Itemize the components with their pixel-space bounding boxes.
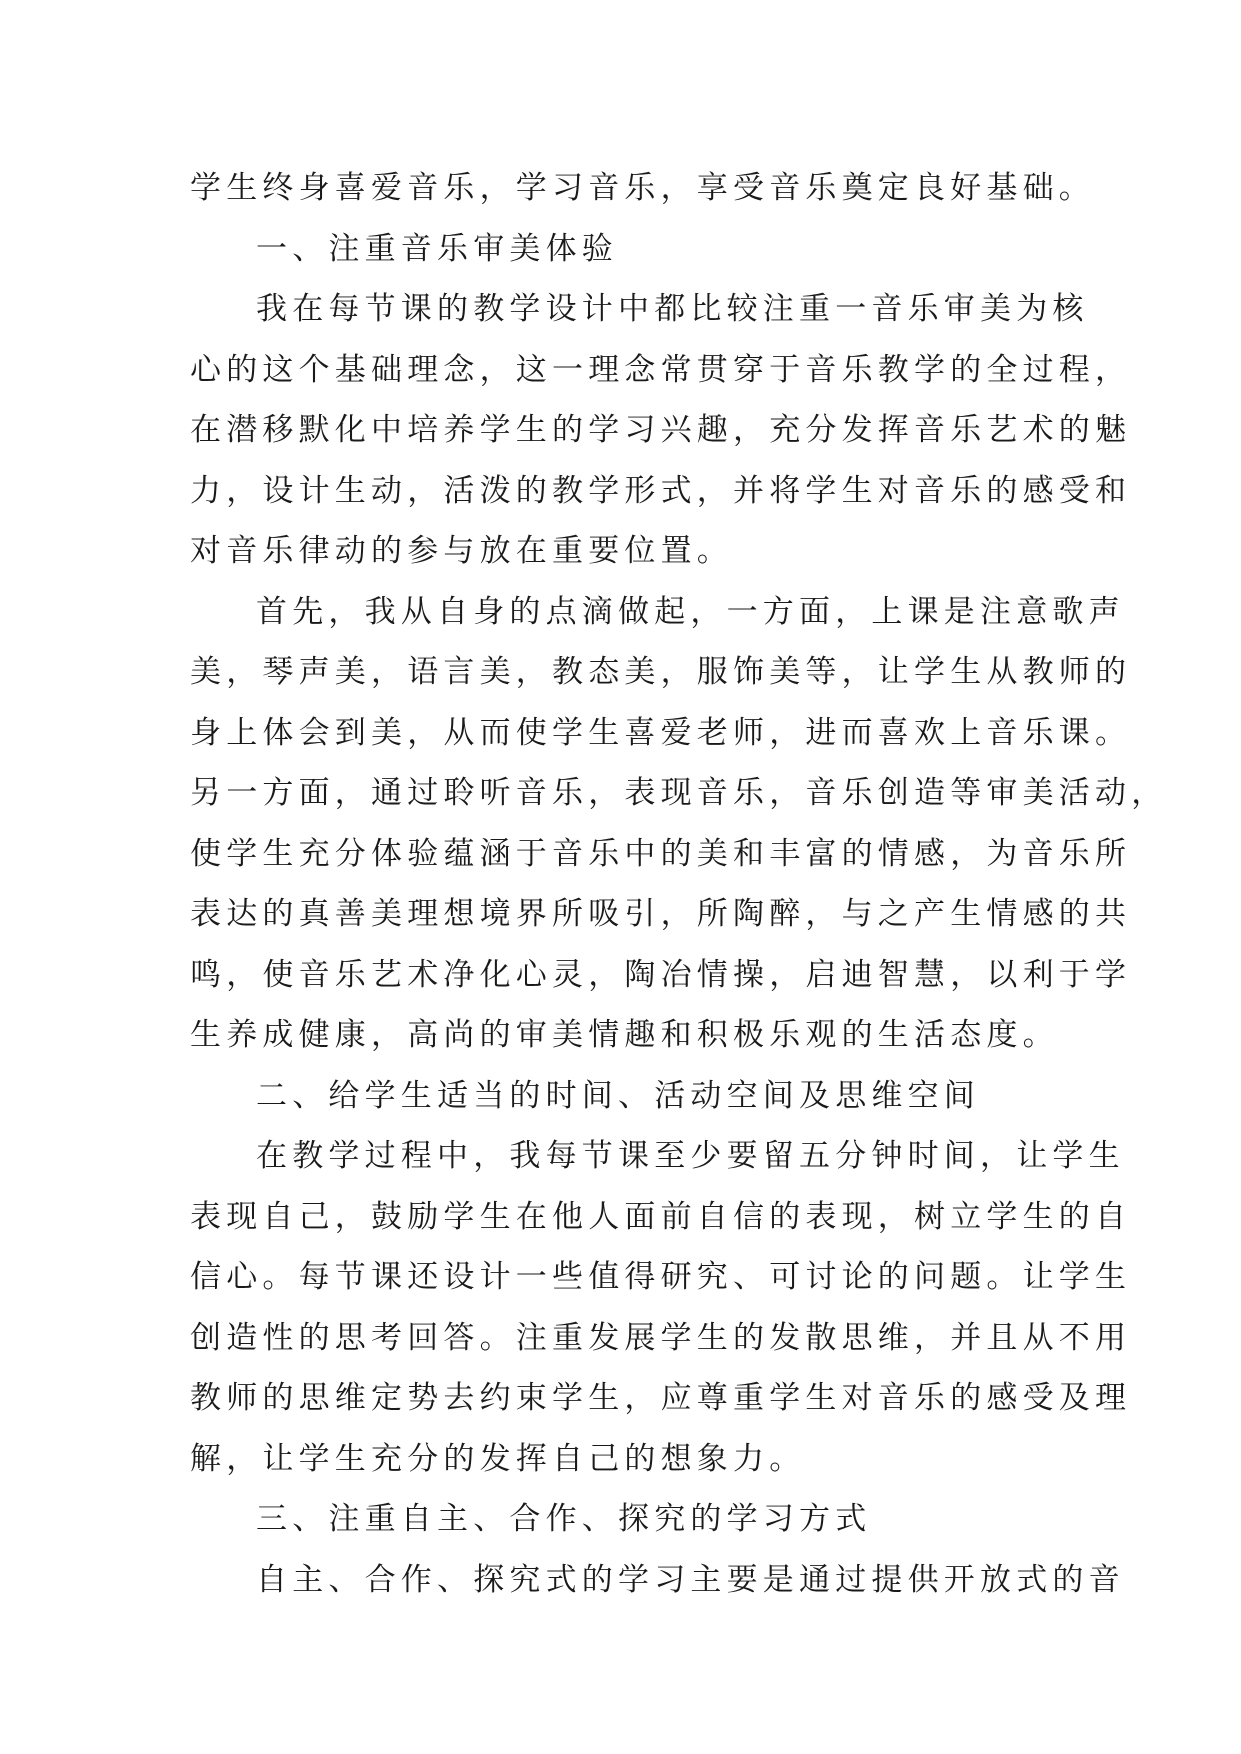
text-line: 教师的思维定势去约束学生，应尊重学生对音乐的感受及理 <box>190 1380 1132 1416</box>
text-line: 生养成健康，高尚的审美情趣和积极乐观的生活态度。 <box>190 1017 1059 1053</box>
text-line: 美，琴声美，语言美，教态美，服饰美等，让学生从教师的 <box>190 654 1132 690</box>
text-line: 解，让学生充分的发挥自己的想象力。 <box>190 1440 806 1477</box>
text-line: 心的这个基础理念，这一理念常贯穿于音乐教学的全过程， <box>190 351 1132 388</box>
text-line: 我在每节课的教学设计中都比较注重一音乐审美为核 <box>256 291 1089 327</box>
section-heading: 二、给学生适当的时间、活动空间及思维空间 <box>256 1077 980 1114</box>
text-line: 首先，我从自身的点滴做起，一方面，上课是注意歌声 <box>256 593 1125 630</box>
text-line: 对音乐律动的参与放在重要位置。 <box>190 533 733 569</box>
document-body <box>190 158 1168 1610</box>
text-line: 表达的真善美理想境界所吸引，所陶醉，与之产生情感的共 <box>190 896 1132 932</box>
text-line: 鸣，使音乐艺术净化心灵，陶冶情操，启迪智慧，以利于学 <box>190 956 1132 993</box>
text-line: 在教学过程中，我每节课至少要留五分钟时间，让学生 <box>256 1138 1125 1174</box>
text-line: 创造性的思考回答。注重发展学生的发散思维，并且从不用 <box>190 1319 1132 1356</box>
text-line: 学生终身喜爱音乐，学习音乐，享受音乐奠定良好基础。 <box>190 170 1095 206</box>
text-line: 另一方面，通过聆听音乐，表现音乐，音乐创造等审美活动， <box>190 775 1168 811</box>
text-line: 信心。每节课还设计一些值得研究、可讨论的问题。让学生 <box>190 1259 1132 1295</box>
section-heading: 一、注重音乐审美体验 <box>256 230 618 267</box>
text-line: 表现自己，鼓励学生在他人面前自信的表现，树立学生的自 <box>190 1198 1132 1235</box>
text-line: 力，设计生动，活泼的教学形式，并将学生对音乐的感受和 <box>190 472 1132 509</box>
text-line: 使学生充分体验蕴涵于音乐中的美和丰富的情感，为音乐所 <box>190 835 1132 872</box>
text-line: 在潜移默化中培养学生的学习兴趣，充分发挥音乐艺术的魅 <box>190 412 1132 448</box>
text-line: 身上体会到美，从而使学生喜爱老师，进而喜欢上音乐课。 <box>190 714 1132 751</box>
text-line: 自主、合作、探究式的学习主要是通过提供开放式的音 <box>256 1561 1125 1598</box>
section-heading: 三、注重自主、合作、探究的学习方式 <box>256 1501 872 1537</box>
